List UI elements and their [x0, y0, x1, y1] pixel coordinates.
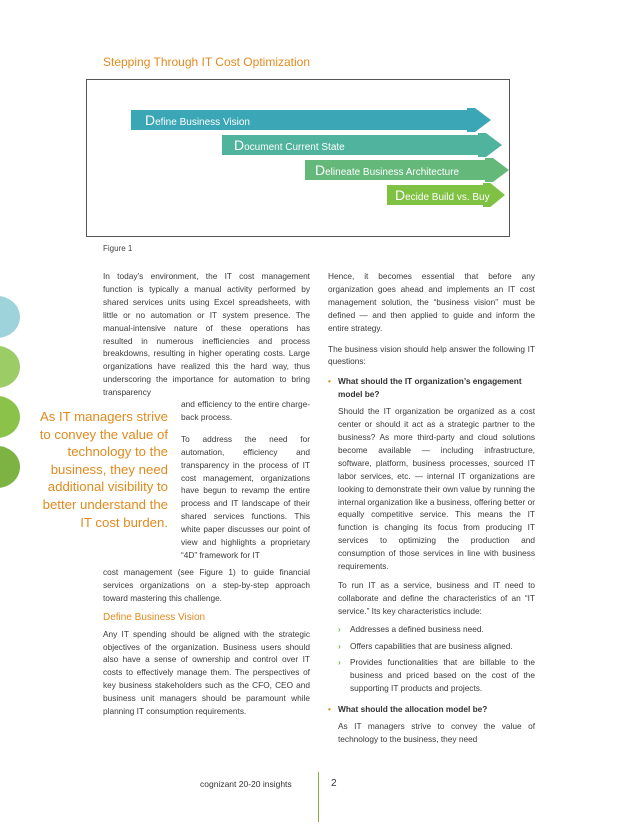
chevron-right-icon: › [338, 623, 341, 634]
side-tab-1 [0, 296, 20, 338]
right-column [328, 270, 535, 746]
section-title: Stepping Through IT Cost Optimization [103, 55, 310, 69]
step-label-2: Document Current State [234, 137, 345, 153]
paragraph: Should the IT organization be organized as a cost center or should it act as a strategic partner to the business? As more third-party and cloud solutions become available — including infrastructure, software, platform, business processes, sourced IT labor services, etc. — internal IT organizations are looking to demonstrate their own value by running the internal organization like a business, offering better or equally competitive service. This means the IT function is changing its focus from producing IT services to optimizing the production and consumption of those services in line with business requirements. [338, 406, 535, 572]
side-tab-4 [0, 446, 20, 488]
side-tab-3 [0, 396, 20, 438]
paragraph: and efficiency to the entire charge-back process. [181, 399, 310, 422]
paragraph: To run IT as a service, business and IT need to collaborate and define the characteristics of an “IT service.” Its key characteristics include: [338, 579, 535, 616]
footer-divider [318, 772, 319, 822]
paragraph: The business vision should help answer the following IT questions: [328, 343, 535, 367]
bullet-icon: • [328, 704, 331, 715]
char-item-1: › Addresses a defined business need. [338, 623, 484, 634]
paragraph: In today’s environment, the IT cost management function is typically a manual activity performed by shared services units using Excel spreadsheets, with little or no automation or IT system presence. The manual-intensive nature of these operations has resulted in numerous inefficiencies and process breakdowns, resulting in higher operating costs. Large organizations have realized this the hard way, thus underscoring the importance for automation to bring transparency [103, 271, 310, 398]
char-item-2: › Offers capabilities that are business aligned. [338, 640, 513, 651]
left-column-narrow [181, 398, 310, 562]
step-label-4: Decide Build vs. Buy [395, 187, 490, 203]
paragraph: Hence, it becomes essential that before any organization goes ahead and implements an IT cost management solution, the “business vision” must be defined — and then applied to guide and inform the entire strategy. [328, 271, 535, 333]
page-number: 2 [331, 778, 337, 789]
paragraph: As IT managers strive to convey the value of technology to the business, they need [338, 721, 535, 744]
paragraph: To address the need for automation, efficiency and transparency in the process of IT cost management, organizations have begun to revamp the entire process and IT landscape of their shared services functions. This white paper discusses our point of view and highlights a proprietary “4D” framework for IT [181, 433, 310, 560]
chevron-right-icon: › [338, 640, 341, 651]
figure-box [86, 79, 510, 237]
step-arrow-2 [222, 133, 502, 157]
side-tab-2 [0, 346, 20, 388]
question-2: • What should the allocation model be? [328, 704, 488, 715]
question-1: • What should the IT organization’s engagement model be? [328, 376, 522, 400]
char-item-3: › Provides functionalities that are billable to the business and priced based on the cost of the supporting IT products and projects. [338, 657, 535, 694]
step-arrow-3 [305, 158, 509, 182]
step-arrow-1 [131, 108, 491, 132]
left-column-bottom [103, 566, 310, 718]
paragraph: cost management (see Figure 1) to guide financial services organizations on a step-by-step approach toward mastering this challenge. [103, 567, 310, 603]
paragraph: Any IT spending should be aligned with the strategic objectives of the organization. Business users should also have a sense of ownership and control over IT costs to effectively manage them. The perspectives of key business stakeholders such as the CFO, CEO and business unit managers should be paramount while planning IT consumption requirements. [103, 628, 310, 717]
step-arrow-4 [387, 183, 505, 207]
chevron-right-icon: › [338, 657, 341, 668]
pull-quote: As IT managers strive to convey the value of technology to the business, they need additional visibility to better understand the IT cost burden. [39, 409, 168, 530]
figure-caption: Figure 1 [103, 244, 133, 253]
left-column-top [103, 270, 310, 399]
footer-text: cognizant 20-20 insights [200, 779, 292, 789]
step-label-3: Delineate Business Architecture [315, 162, 460, 178]
bullet-icon: • [328, 376, 331, 387]
subheading: Define Business Vision [103, 611, 206, 623]
step-label-1: Define Business Vision [145, 112, 250, 128]
